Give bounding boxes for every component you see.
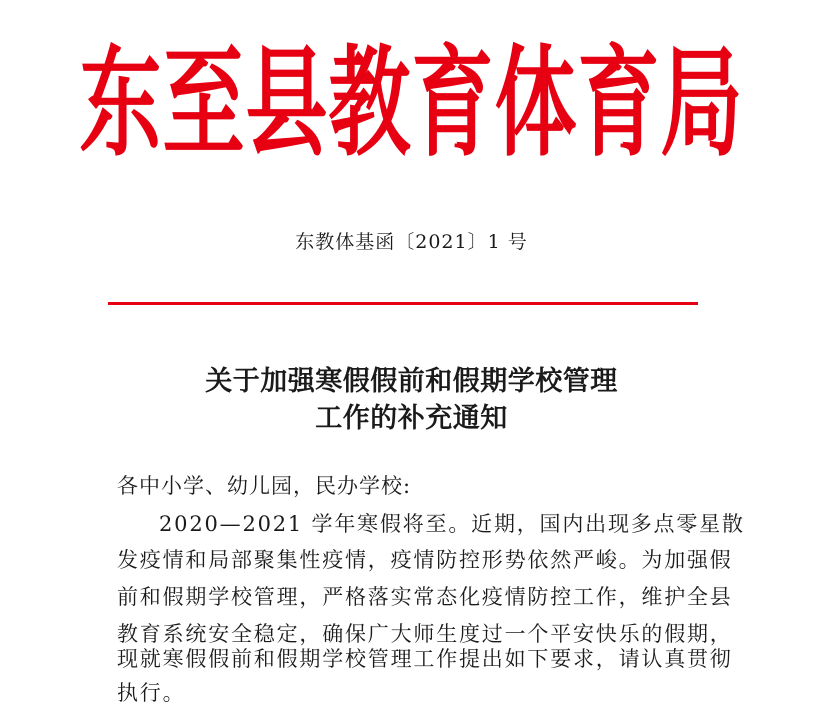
body-text-line: 前和假期学校管理，严格落实常态化疫情防控工作，维护全县 bbox=[117, 585, 733, 609]
document-number: 东教体基函〔2021〕1 号 bbox=[295, 231, 528, 253]
issuing-organization-header: 东至县教育体育局 bbox=[79, 33, 744, 174]
body-text-line: 2020—2021 学年寒假将至。近期，国内出现多点零星散 bbox=[159, 512, 745, 536]
document-title-line-1: 关于加强寒假假前和假期学校管理 bbox=[205, 366, 618, 397]
body-text-line: 教育系统安全稳定，确保广大师生度过一个平安快乐的假期， bbox=[117, 622, 733, 646]
addressee-line: 各中小学、幼儿园，民办学校: bbox=[117, 474, 412, 498]
document-title-line-2: 工作的补充通知 bbox=[315, 403, 508, 434]
body-text-line: 现就寒假假前和假期学校管理工作提出如下要求，请认真贯彻 bbox=[117, 647, 733, 671]
red-divider-line bbox=[108, 302, 698, 305]
body-text-line: 执行。 bbox=[117, 681, 186, 705]
body-text-line: 发疫情和局部聚集性疫情，疫情防控形势依然严峻。为加强假 bbox=[117, 548, 733, 572]
